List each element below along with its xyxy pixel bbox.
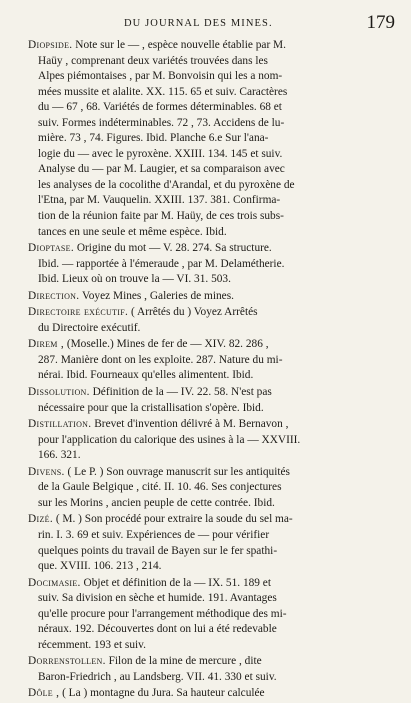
entry-text: 287. Manière dont on les exploite. 287. Nature du mi- — [38, 353, 283, 366]
entry-line — [28, 100, 398, 116]
page-number: 179 — [366, 12, 395, 33]
entry-text: 166. 321. — [38, 449, 81, 462]
entry-line — [28, 147, 398, 163]
entry-text: mière. 73 , 74. Figures. Ibid. Planche 6.e Sur l'ana- — [38, 132, 269, 145]
entry-line — [28, 512, 398, 528]
entry-text: Note sur le — , espèce nouvelle établie par M. — [75, 39, 286, 51]
page-header — [28, 12, 397, 40]
entry-text: suiv. Sa division en sèche et humide. 191. Avantages — [38, 592, 277, 605]
entry-text: mées mussite et alalite. XX. 115. 65 et suiv. Caractères — [38, 85, 288, 98]
entry-line — [28, 225, 398, 241]
entry-text: récemment. 193 et suiv. — [38, 638, 146, 651]
entry-text: ( Arrêtés du ) Voyez Arrêtés — [131, 306, 258, 319]
entry-line — [28, 85, 398, 101]
entry-text: Brevet d'invention délivré à M. Bernavon , — [94, 418, 289, 431]
entry-line — [28, 289, 398, 305]
entry-headword: Diopside. — [28, 39, 73, 51]
entry-headword: Directoire exécutif. — [28, 306, 129, 319]
entry-headword: Direction. — [28, 289, 80, 302]
entry-line — [28, 353, 398, 369]
entry-text: néraux. 192. Découvertes dont on lui a été redevable — [38, 623, 277, 636]
entry-line — [28, 528, 398, 544]
entry-text: Origine du mot — V. 28. 274. Sa structure. — [76, 242, 272, 255]
entry-line — [28, 272, 398, 288]
entry-line — [28, 496, 398, 512]
entry-text: Haüy , comprenant deux variétés trouvées dans les — [38, 54, 268, 67]
entry-line — [28, 448, 398, 464]
entry-line — [28, 321, 398, 337]
entry-text: nérai. Ibid. Fourneaux qu'elles alimentent. Ibid. — [38, 369, 254, 382]
index-entry — [28, 576, 398, 654]
entry-line — [28, 178, 398, 194]
entry-text: l'Etna, par M. Vauquelin. XXIII. 137. 381. Confirma- — [38, 194, 281, 207]
entry-text: (Moselle.) Mines de fer de — XIV. 82. 286 , — [66, 338, 269, 351]
index-entry — [28, 241, 398, 288]
entry-line — [28, 480, 398, 496]
entry-text: que. XVIII. 106. 213 , 214. — [38, 560, 162, 573]
entry-line — [28, 305, 398, 321]
entry-headword: Distillation. — [28, 418, 92, 431]
entry-text: sur les Morins , ancien peuple de cette contrée. Ibid. — [38, 496, 275, 509]
entry-line — [28, 385, 398, 401]
entry-text: Ibid. Lieux où on trouve la — VI. 31. 503. — [38, 273, 231, 286]
entry-text: tances en une seule et même espèce. Ibid. — [38, 225, 227, 238]
entry-headword: Dôle , — [28, 687, 60, 700]
entry-line — [28, 670, 398, 686]
entry-text: Définition de la — IV. 22. 58. N'est pas — [92, 386, 272, 399]
entry-headword: Dioptase. — [28, 242, 74, 255]
entry-line — [28, 337, 398, 353]
entry-text: de la Gaule Belgique , cité. II. 10. 46. Ses conjectures — [38, 481, 282, 494]
entry-text: qu'elle procure pour l'arrangement méthodique des mi- — [38, 607, 287, 620]
entry-text: Baron-Friedrich , au Landsberg. VII. 41. 330 et suiv. — [38, 670, 277, 683]
entry-line — [28, 54, 398, 70]
entry-line — [28, 465, 398, 481]
entry-text: Voyez Mines , Galeries de mines. — [82, 289, 234, 302]
entry-line — [28, 638, 398, 654]
entry-line — [28, 116, 398, 132]
index-entry — [28, 337, 398, 384]
entry-headword: Direm , — [28, 338, 64, 351]
index-entry — [28, 417, 398, 464]
entry-line — [28, 401, 398, 417]
index-entry — [28, 289, 398, 305]
entry-line — [28, 257, 398, 273]
index-entry — [28, 38, 398, 240]
entry-line — [28, 38, 398, 54]
entry-headword: Docimasie. — [28, 576, 81, 589]
entry-line — [28, 544, 398, 560]
entry-line — [28, 193, 398, 209]
entry-text: ( La ) montagne du Jura. Sa hauteur calculée — [62, 687, 265, 700]
entry-headword: Divens. — [28, 465, 65, 478]
entry-text: Alpes piémontaises , par M. Bonvoisin qui les a nom- — [38, 70, 283, 83]
entry-line — [28, 622, 398, 638]
entry-text: Objet et définition de la — IX. 51. 189 et — [83, 576, 271, 589]
entry-text: pour l'application du calorique des usines à la — XXVIII. — [38, 433, 301, 446]
index-entry — [28, 465, 398, 512]
index-entry — [28, 305, 398, 336]
entry-text: les analyses de la cocolithe d'Arandal, et du pyroxène de — [38, 178, 295, 191]
entry-headword: Dissolution. — [28, 386, 90, 399]
entry-line — [28, 241, 398, 257]
entry-headword: Dizé. — [28, 513, 53, 526]
entry-text: quelques points du travail de Bayen sur le fer spathi- — [38, 544, 278, 557]
entry-text: Analyse du — par M. Laugier, et sa comparaison avec — [38, 163, 285, 176]
entry-text: nécessaire pour que la cristallisation s'opère. Ibid. — [38, 401, 264, 414]
entry-text: logie du — avec le pyroxène. XXIII. 134. 145 et suiv. — [38, 147, 283, 160]
entry-line — [28, 607, 398, 623]
entry-line — [28, 576, 398, 592]
entry-text: ( Le P. ) Son ouvrage manuscrit sur les antiquités — [67, 465, 290, 478]
entry-line — [28, 654, 398, 670]
index-entries — [28, 38, 398, 703]
entry-text: suiv. Formes indéterminables. 72 , 73. Accidens de lu- — [38, 116, 285, 129]
index-entry — [28, 385, 398, 416]
entry-headword: Dorrenstollen. — [28, 655, 106, 668]
entry-line — [28, 433, 398, 449]
running-head: DU JOURNAL DES MINES. — [124, 18, 273, 29]
entry-text: Filon de la mine de mercure , dite — [108, 655, 262, 668]
entry-text: rin. I. 3. 69 et suiv. Expériences de — pour vérifier — [38, 528, 270, 541]
entry-line — [28, 69, 398, 85]
entry-line — [28, 417, 398, 433]
entry-line — [28, 131, 398, 147]
index-entry — [28, 512, 398, 574]
entry-line — [28, 209, 398, 225]
entry-line — [28, 162, 398, 178]
entry-line — [28, 591, 398, 607]
index-entry — [28, 654, 398, 685]
entry-text: du — 67 , 68. Variétés de formes déterminables. 68 et — [38, 101, 282, 114]
entry-text: tion de la réunion faite par M. Haüy, de ces trois subs- — [38, 210, 284, 223]
entry-text: ( M. ) Son procédé pour extraire la soude du sel ma- — [55, 513, 293, 526]
entry-text: du Directoire exécutif. — [38, 321, 141, 334]
entry-line — [28, 368, 398, 384]
entry-line — [28, 559, 398, 575]
entry-text: Ibid. — rapportée à l'émeraude , par M. Delamétherie. — [38, 257, 285, 270]
